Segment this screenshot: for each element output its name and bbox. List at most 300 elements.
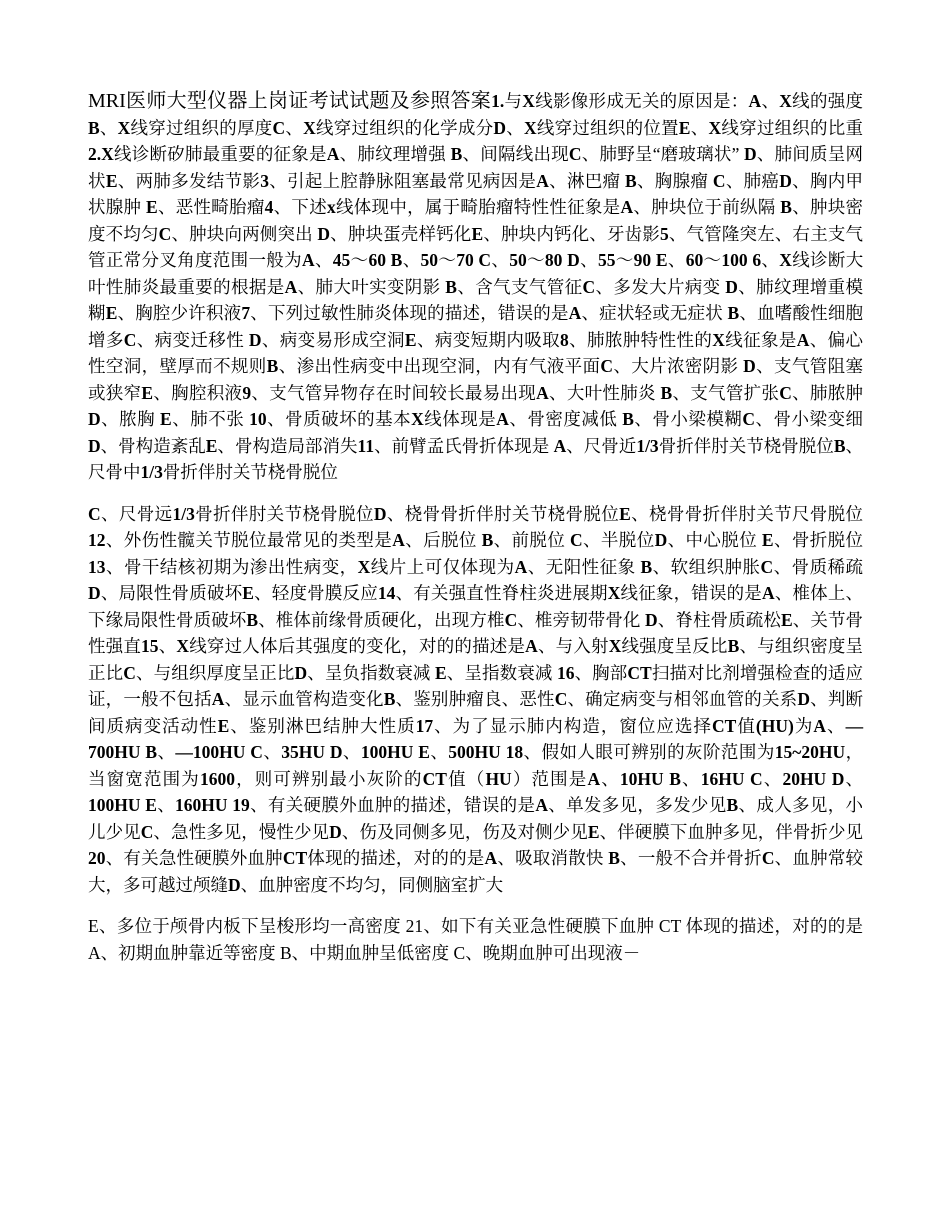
text-run: D (88, 409, 101, 429)
text-run: E (655, 250, 668, 270)
text-run: D (88, 583, 101, 603)
text-run: C (123, 662, 136, 683)
text-run: ，则可辨别最小灰阶的 (234, 768, 423, 789)
text-run: 、脊柱骨质疏松 (657, 609, 781, 630)
text-run: B (833, 435, 846, 456)
text-run: 2.X (88, 144, 114, 164)
text-run: E (105, 303, 118, 323)
text-run: 、两肺多发结节影 (117, 170, 261, 191)
text-run: 、轻度骨膜反应 (253, 583, 378, 603)
text-run: D (743, 144, 757, 164)
text-run: B (727, 636, 740, 656)
text-run: C (504, 609, 518, 630)
text-run: 、骨质破坏的基本 (266, 409, 412, 429)
text-run: 、 (285, 117, 304, 138)
text-run: 11 (357, 435, 375, 456)
text-run: 、大片浓密阴影 (612, 356, 744, 376)
text-run: C (88, 503, 101, 524)
text-run: ）范围是 (511, 768, 588, 789)
text-run: D (831, 768, 845, 789)
text-run: ～ (526, 250, 545, 270)
text-run: 扫描对比剂增强检查的适应证，一般不包括 (88, 662, 864, 709)
text-run: 、鉴别肿瘤良、恶性 (395, 689, 555, 709)
text-run: A (525, 636, 538, 656)
text-run: C (761, 848, 775, 868)
text-run: B (608, 848, 620, 868)
text-run: C (760, 556, 774, 577)
text-run: X (607, 583, 621, 603)
text-run: 、 (762, 768, 783, 789)
text-run: 、胸腔积液 (153, 382, 243, 403)
text-run: 12 (88, 530, 106, 550)
text-run: 、与组织密度呈正比 (88, 636, 864, 683)
text-run: 、中心脱位 (667, 530, 762, 550)
text-run: C (749, 768, 763, 789)
text-run: —700HU (88, 715, 864, 762)
text-run: 、支气管阻塞或狭窄 (88, 356, 864, 403)
text-run: 、支气管异物存在时间较长最易出现 (251, 382, 537, 403)
text-run: A (392, 530, 405, 550)
text-run: D (743, 356, 756, 376)
text-run: 、下列过敏性肺炎体现的描述，错误的是 (250, 303, 569, 323)
text-run: 、 (579, 250, 598, 270)
text-run: X (411, 409, 424, 429)
text-run: 、确定病变与相邻血管的关系 (567, 689, 798, 709)
text-run: 、骨构造局部消失 (217, 435, 358, 456)
text-run: 、肿块内钙化、牙齿影 (483, 223, 660, 244)
text-run: 为 (793, 715, 814, 736)
text-run: 10HU (619, 768, 670, 789)
text-run: 、无阳性征象 (527, 556, 641, 577)
text-run: 线穿过组织的厚度 (130, 117, 273, 138)
text-run: D (797, 689, 810, 709)
text-run: 、骨干结核初期为渗出性病变， (105, 556, 358, 577)
text-run: A (496, 409, 509, 429)
text-run: 160HU 19 (175, 795, 250, 815)
text-run: E (145, 197, 158, 217)
text-run: 、关节骨性强直 (88, 609, 864, 656)
text-run: A (587, 768, 601, 789)
text-run: D (248, 329, 262, 350)
text-run: 、肿块蛋壳样钙化 (329, 223, 472, 244)
text-run: D (88, 435, 101, 456)
text-run: 60 (368, 250, 391, 270)
text-run: 、有关强直性脊柱炎进展期 (395, 583, 608, 603)
text-run: 、与组织厚度呈正比 (135, 662, 295, 683)
text-run: 、肺野呈“磨玻璃状” (581, 144, 744, 164)
text-run: A (484, 848, 498, 868)
text-run: 35HU (281, 742, 330, 762)
text-run: 、 (158, 636, 177, 656)
text-run: 体现的描述，对的的是 (307, 848, 485, 868)
text-run: 90 (633, 250, 656, 270)
text-run: E (678, 117, 691, 138)
text-run: D (329, 821, 342, 842)
text-run: 4 (264, 197, 274, 217)
text-run: 、肺脓肿特性性的 (568, 329, 713, 350)
text-run: B (640, 556, 653, 577)
text-run: 、肺纹理增强 (339, 144, 451, 164)
text-run: 、 (667, 250, 686, 270)
text-run: B (660, 382, 673, 403)
text-run: C (478, 250, 492, 270)
text-run: 、肺纹理增重模糊 (88, 276, 864, 323)
text-run: 、 (680, 768, 701, 789)
text-run: D (317, 223, 330, 244)
text-run: 、骨小梁变细 (755, 409, 864, 429)
text-run: 、伤及同侧多见，伤及对侧少见 (341, 821, 588, 842)
text-run: 、 (844, 768, 864, 789)
text-run: 、血嗜酸性细胞增多 (88, 303, 864, 350)
text-run: 20HU (782, 768, 832, 789)
text-run: 、血肿密度不均匀，同侧脑室扩大 (240, 874, 504, 895)
text-run: 、呈指数衰减 (446, 662, 557, 683)
text-run: A (326, 144, 340, 164)
text-run: 、尺骨远 (100, 503, 173, 524)
text-run: B (726, 795, 739, 815)
text-run: E (435, 662, 447, 683)
text-run: 、与入射 (537, 636, 609, 656)
text-run: 值 (736, 715, 756, 736)
text-run: HU (485, 768, 512, 789)
text-run: E (145, 795, 157, 815)
text-run: 9 (242, 382, 252, 403)
text-run: (HU) (755, 715, 794, 736)
text-run: 线穿过人体后其强度的变化，对的的描述是 (189, 636, 526, 656)
text-run: 14 (377, 583, 396, 603)
text-run: CT (627, 662, 652, 683)
text-run: 、支气管扩张 (672, 382, 780, 403)
text-run: B (445, 276, 457, 297)
text-run: E (105, 170, 118, 191)
text-run: A (748, 91, 762, 111)
text-run: 、判断间质病变活动性 (88, 689, 864, 736)
text-run: 骨折伴肘关节桡骨脱位 (194, 503, 374, 524)
document-title: MRI医师大型仪器上岗证考试试题及参照答案 (88, 90, 492, 112)
text-run: 、 (156, 795, 176, 815)
text-run: D (645, 609, 658, 630)
text-run: B (450, 144, 463, 164)
text-run: 、一般不合并骨折 (619, 848, 762, 868)
text-run: 、 (314, 250, 333, 270)
text-run: E (160, 409, 172, 429)
text-run: C (158, 223, 172, 244)
text-run: 线穿过组织的位置 (536, 117, 679, 138)
text-run: 、假如人眼可辨别的灰阶范围为 (523, 742, 775, 762)
text-run: 、单发多见，多发少见 (547, 795, 727, 815)
text-run: 、前臂孟氏骨折体现是 (374, 435, 554, 456)
text-run: 、下述 (273, 197, 327, 217)
text-run: 、伴硬膜下血肿多见，伴骨折少见 (599, 821, 864, 842)
text-run: 10 (249, 409, 267, 429)
text-run: E (242, 583, 254, 603)
text-run: 、 (157, 742, 176, 762)
text-run: 1/3 (140, 462, 163, 482)
text-run: 50 (420, 250, 439, 270)
text-run: 8 (560, 329, 569, 350)
text-run: C (582, 276, 596, 297)
text-run: 、外伤性髋关节脱位最常见的类型是 (105, 530, 393, 550)
text-run: A (284, 276, 298, 297)
text-run: 、病变短期内吸取 (416, 329, 561, 350)
text-run: CT (282, 848, 308, 868)
text-run: 线诊断大叶性肺炎最重要的根据是 (88, 250, 864, 297)
text-run: B (390, 250, 403, 270)
text-run: 、胸内甲状腺肿 (88, 170, 864, 217)
text-run: D (228, 874, 241, 895)
text-run: 、 (262, 742, 282, 762)
text-run: 骨折伴肘关节桡骨脱位 (162, 462, 338, 482)
text-run: 、症状轻或无症状 (581, 303, 728, 323)
text-run: 、局限性骨质破坏 (100, 583, 243, 603)
text-run: 、偏心性空洞，壁厚而不规则 (88, 329, 864, 376)
text-run: 、 (690, 117, 709, 138)
text-run: 线体现是 (423, 409, 497, 429)
text-run: X (176, 636, 190, 656)
text-run: X (303, 117, 316, 138)
text-run: A (553, 435, 567, 456)
text-run: C (140, 821, 154, 842)
text-run: E (141, 382, 154, 403)
text-run: B (266, 356, 279, 376)
text-run: 70 (456, 250, 479, 270)
text-run: C (272, 117, 286, 138)
text-run: E (761, 530, 774, 550)
text-run: 、胸腺瘤 (636, 170, 713, 191)
text-run: 、有关急性硬膜外血肿 (105, 848, 283, 868)
text-run: 、椎体上、下缘局限性骨质破坏 (88, 583, 864, 630)
text-run: C (742, 409, 756, 429)
text-run: 、 (826, 715, 846, 736)
text-run: 、鉴别淋巴结肿大性质 (229, 715, 416, 736)
text-run: 、呈负指数衰减 (307, 662, 435, 683)
text-run: 1. (491, 91, 505, 111)
text-run: 线穿过组织的比重 (721, 117, 864, 138)
text-run: 、 (491, 250, 510, 270)
text-run: B (481, 530, 494, 550)
text-run: B (625, 170, 637, 191)
text-run: 、椎旁韧带骨化 (517, 609, 646, 630)
text-run: ～ (350, 250, 369, 270)
text-run: 45 (332, 250, 351, 270)
text-run: C (568, 144, 582, 164)
text-run: E (471, 223, 484, 244)
text-run: E (587, 821, 600, 842)
text-run: 、 (761, 91, 780, 111)
text-run: E (418, 742, 430, 762)
text-run: X (117, 117, 131, 138)
text-run: B (246, 609, 259, 630)
text-run: x (326, 197, 336, 217)
text-run: ～ (438, 250, 457, 270)
text-run: CT (712, 715, 737, 736)
text-run: B (727, 303, 740, 323)
text-run: D (329, 742, 343, 762)
text-run: D (779, 170, 792, 191)
text-run: A (813, 715, 826, 736)
text-run: 、胸部 (574, 662, 628, 683)
text-run: A (796, 329, 810, 350)
text-run: 线影像形成无关的原因是： (534, 91, 749, 111)
text-run: 1600 (199, 768, 235, 789)
paragraph-2 (88, 501, 863, 899)
paragraph-1 (88, 88, 863, 486)
text-run: 、肺癌 (725, 170, 780, 191)
text-run: 、骨折脱位 (773, 530, 864, 550)
text-run: 、 (402, 250, 421, 270)
paragraph-3 (88, 913, 863, 966)
text-run: 100HU (88, 795, 146, 815)
text-run: A (301, 250, 315, 270)
text-run: C (123, 329, 137, 350)
text-run: 55 (597, 250, 616, 270)
text-run: CT (422, 768, 447, 789)
text-run: 、吸取消散快 (497, 848, 609, 868)
text-run: 、 (99, 117, 118, 138)
text-run: X (524, 117, 537, 138)
text-run: X (779, 91, 792, 111)
text-run: A (514, 556, 528, 577)
text-run: 、椎体前缘骨质硬化，出现方椎 (258, 609, 505, 630)
text-run: 、半脱位 (582, 530, 655, 550)
text-run: A (535, 795, 548, 815)
text-run: 、肺大叶实变阴影 (297, 276, 446, 297)
text-run: 、多发大片病变 (595, 276, 726, 297)
text-run: X (779, 250, 792, 270)
text-run: 、急性多见，慢性少见 (153, 821, 330, 842)
text-run: A (536, 170, 549, 191)
text-run: C (569, 530, 583, 550)
text-run: 、 (600, 768, 620, 789)
text-run: 15~20HU (774, 742, 846, 762)
text-run: E (217, 715, 230, 736)
text-run: 、病变迁移性 (136, 329, 249, 350)
text-run: B (383, 689, 396, 709)
text-run: X (708, 117, 722, 138)
text-run: D (725, 276, 738, 297)
text-run: 、骨构造紊乱 (100, 435, 206, 456)
text-run: D (294, 662, 308, 683)
text-run: 15 (141, 636, 159, 656)
text-run: 值（ (446, 768, 486, 789)
text-run: X (522, 91, 535, 111)
text-run: 、桡骨骨折伴肘关节尺骨脱位 (630, 503, 864, 524)
text-run: 、胸腔少许积液 (117, 303, 242, 323)
text-run: D (373, 503, 387, 524)
text-run: C (600, 356, 613, 376)
text-run: 、肺脓肿 (791, 382, 864, 403)
text-run: 、肿块位于前纵隔 (633, 197, 781, 217)
text-run: 、骨密度减低 (508, 409, 623, 429)
text-run: 、恶性畸胎瘤 (157, 197, 265, 217)
text-run: 、为了显示肺内构造，窗位应选择 (433, 715, 713, 736)
text-run: 、显示血管构造变化 (224, 689, 384, 709)
text-run: 、尺骨中 (88, 435, 864, 482)
text-run: 、引起上腔静脉阻塞最常见病因是 (268, 170, 537, 191)
text-run: 、尺骨近 (566, 435, 637, 456)
text-run: 线征象是 (724, 329, 797, 350)
text-run: A (536, 382, 549, 403)
text-run: 、间隔线出现 (462, 144, 569, 164)
text-run: 、渗出性病变中出现空洞，内有气液平面 (278, 356, 601, 376)
text-run: 、骨小梁模糊 (633, 409, 743, 429)
text-run: 500HU 18 (448, 742, 524, 762)
text-run: —100HU (175, 742, 251, 762)
text-run: 、成人多见，小儿少见 (88, 795, 864, 842)
text-run: 、肿块密度不均匀 (88, 197, 864, 244)
text-run: A (620, 197, 634, 217)
text-run: B (780, 197, 792, 217)
text-run: E (404, 329, 417, 350)
text-run: 骨折伴肘关节桡骨脱位 (658, 435, 834, 456)
text-run: D (654, 530, 668, 550)
text-run: A (568, 303, 582, 323)
text-run: 20 (88, 848, 106, 868)
text-run: 1/3 (172, 503, 195, 524)
text-run: 1/3 (636, 435, 659, 456)
text-run: 、肿块向两侧突出 (171, 223, 318, 244)
text-run: X (608, 636, 622, 656)
text-run: 、后脱位 (404, 530, 482, 550)
text-run: 50 (509, 250, 527, 270)
text-run: 、血肿常较大，多可越过颅缝 (88, 848, 864, 895)
text-run: 、肺不张 (171, 409, 250, 429)
text-run: B (669, 768, 681, 789)
text-run: 7 (241, 303, 251, 323)
text-run: C (554, 689, 568, 709)
text-run: 100HU (360, 742, 419, 762)
text-run: 、 (761, 250, 780, 270)
text-run: 、病变易形成空洞 (261, 329, 405, 350)
text-run: 线的强度 (791, 91, 864, 111)
text-run: ～ (703, 250, 722, 270)
text-run: 线诊断矽肺最重要的征象是 (113, 144, 327, 164)
text-run: 、淋巴瘤 (548, 170, 626, 191)
text-run: E (780, 609, 793, 630)
text-run: 、软组织肿胀 (652, 556, 761, 577)
text-run: B (88, 117, 100, 138)
text-run: ，当窗宽范围为 (88, 742, 864, 789)
text-run: 16HU (700, 768, 750, 789)
text-run: C (250, 742, 263, 762)
text-run: 、前脱位 (493, 530, 570, 550)
text-run: E、多位于颅骨内板下呈梭形均一高密度 21、如下有关亚急性硬膜下血肿 CT 体现的描述，对的的是 A、初期血肿靠近等密度 B、中期血肿呈低密度 C、晚期血肿可出现液－ (88, 916, 863, 963)
text-run: A (211, 689, 225, 709)
text-run: 60 (685, 250, 704, 270)
text-run: D (493, 117, 507, 138)
text-run: 、气管隆突左、右主支气管正常分叉角度范围一般为 (88, 223, 864, 270)
text-run: 、骨质稀疏 (773, 556, 864, 577)
text-run: 、含气支气管征 (456, 276, 583, 297)
text-run: C (712, 170, 726, 191)
text-run: D (567, 250, 580, 270)
text-run: 5 (659, 223, 669, 244)
text-run: 线征象，错误的是 (620, 583, 762, 603)
text-run: 线片上可仅体现为 (370, 556, 515, 577)
text-run: 、肺间质呈网状 (88, 144, 864, 191)
text-run: 100 6 (721, 250, 762, 270)
text-run: ～ (615, 250, 634, 270)
text-run: 、 (506, 117, 524, 138)
text-run: E (619, 503, 631, 524)
document-page (88, 88, 863, 966)
text-run: 、 (429, 742, 449, 762)
text-run: 与 (504, 91, 523, 111)
text-run: A (762, 583, 775, 603)
text-run: 、 (342, 742, 361, 762)
text-run: 、有关硬膜外血肿的描述，错误的是 (249, 795, 536, 815)
text-run: E (205, 435, 218, 456)
